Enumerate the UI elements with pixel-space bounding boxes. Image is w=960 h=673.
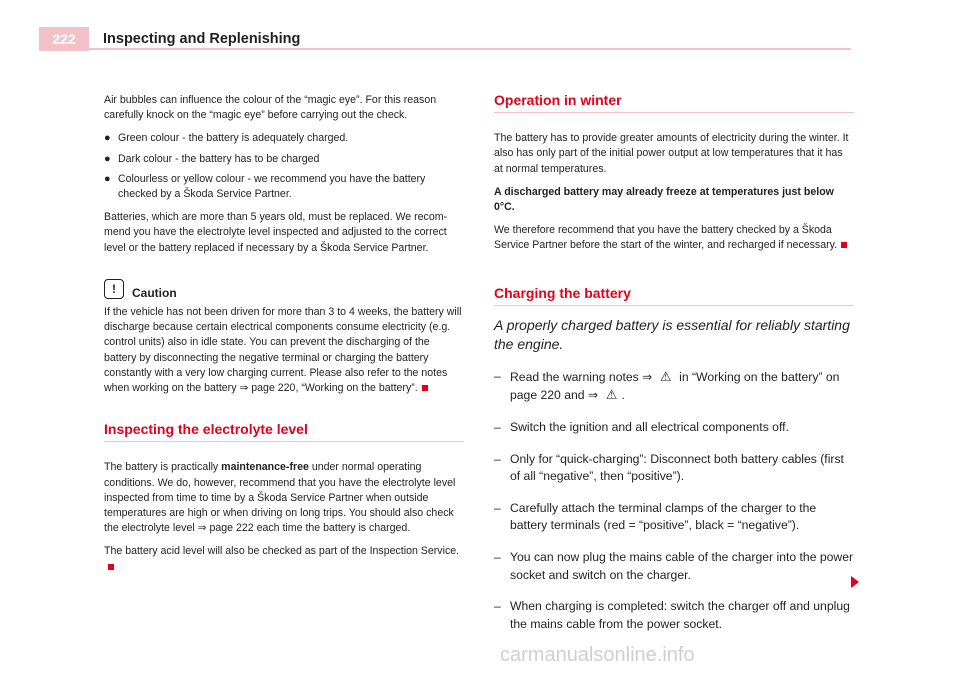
step-text: Switch the ignition and all electrical components off. [510, 420, 789, 435]
bullet-icon: ● [104, 172, 111, 185]
list-item [494, 549, 854, 584]
warning-triangle-icon[interactable]: ⚠ [605, 387, 618, 403]
next-page-arrow-icon[interactable] [851, 576, 859, 588]
step1-text-b: in “Working on the battery” on page 220 and ⇒ [510, 369, 840, 403]
step-text: When charging is completed: switch the charger off and unplug the mains cable from the power socket. [510, 599, 850, 631]
step-dash: – [494, 599, 501, 614]
bullet-icon: ● [104, 132, 111, 145]
step-text: Only for “quick-charging”: Disconnect both battery cables (first of all “negative”, then “positive”). [510, 451, 844, 484]
list-item [104, 152, 464, 167]
caution-icon: ! [104, 279, 124, 299]
list-item [104, 172, 464, 202]
section-end-icon [422, 385, 428, 391]
caution-text [104, 305, 464, 396]
electrolyte-heading: Inspecting the electrolyte level [104, 422, 464, 442]
step-dash: – [494, 368, 501, 383]
bullet-icon: ● [104, 152, 111, 165]
step-text [510, 368, 854, 405]
step-text: Carefully attach the terminal clamps of the charger to the battery terminals (red = “positive”, black = “negative”). [510, 500, 817, 533]
winter-heading: Operation in winter [494, 93, 854, 113]
list-item [104, 131, 464, 146]
list-item [494, 451, 854, 486]
bullet-text: Green colour - the battery is adequately charged. [118, 132, 349, 145]
section-end-icon [841, 242, 847, 248]
bullet-text: Colourless or yellow colour - we recommend you have the battery checked by a Škoda Service Partner. [118, 172, 426, 201]
page-header-title: Inspecting and Replenishing [103, 31, 301, 47]
electrolyte-paragraph [104, 460, 464, 536]
maintenance-free-emphasis: maintenance-free [221, 461, 309, 474]
watermark: carmanualsonline.info [500, 644, 695, 666]
step-text: You can now plug the mains cable of the charger into the power socket and switch on the charger. [510, 549, 854, 582]
electrolyte-text-a: The battery is practically [104, 461, 222, 474]
electrolyte-text-b: under normal operating conditions. We do, however, recommend that you have the electrolyte level inspected from time to time by a Škoda Service Partner when outside temperatures are high or when driving on long trips. You should also check the electrolyte level ⇒ page 222 each time the battery is charged. [104, 461, 456, 535]
caution-title: Caution [132, 285, 177, 300]
list-item [494, 419, 854, 437]
bullet-text: Dark colour - the battery has to be charged [118, 152, 320, 165]
warning-triangle-icon[interactable]: ⚠ [659, 368, 672, 384]
list-item [494, 500, 854, 535]
charging-heading: Charging the battery [494, 286, 854, 306]
list-item [494, 368, 854, 405]
step-dash: – [494, 420, 501, 435]
winter-recommendation [494, 223, 854, 253]
page-number: 222 [39, 27, 89, 51]
caution-text-body: If the vehicle has not been driven for more than 3 to 4 weeks, the battery will discharge because certain electrical components consume electricity (e.g. control units) also in idle state. You can prevent the discharging of the battery by disconnecting the negative terminal or charging the battery constantly with a very low charging current. Please also refer to the notes when working on the battery ⇒ page 220, “Working on the battery”. [104, 306, 462, 395]
step1-text-a: Read the warning notes ⇒ [510, 369, 653, 384]
magic-eye-intro: Air bubbles can influence the colour of the “magic eye”. For this reason carefully knock on the “magic eye” before carrying out the check. [104, 94, 437, 122]
step1-text-c: . [621, 388, 625, 403]
section-end-icon [108, 564, 114, 570]
step-dash: – [494, 451, 501, 466]
step-dash: – [494, 549, 501, 564]
list-item [494, 598, 854, 633]
acid-level-paragraph [104, 544, 464, 574]
step-dash: – [494, 500, 501, 515]
winter-recommendation-text: We therefore recommend that you have the battery checked by a Škoda Service Partner before the start of the winter, and recharged if necessary. [494, 224, 838, 252]
winter-paragraph: The battery has to provide greater amounts of electricity during the winter. It also has only part of the initial power output at low temperatures that it has at normal temperatures. [494, 132, 849, 175]
header-rule [39, 48, 851, 50]
winter-freeze-warning: A discharged battery may already freeze at temperatures just below 0°C. [494, 185, 834, 214]
left-column [104, 93, 464, 583]
charging-intro: A properly charged battery is essential for reliably starting the engine. [494, 316, 850, 352]
right-column [494, 93, 854, 647]
acid-level-text: The battery acid level will also be checked as part of the Inspection Service. [104, 545, 460, 558]
replace-battery-text: Batteries, which are more than 5 years old, must be replaced. We recom-mend you have the electrolyte level inspected and adjusted to the correct level or the battery replaced if necessary by a Škoda Service Partner. [104, 211, 448, 254]
caution-header [104, 278, 464, 301]
